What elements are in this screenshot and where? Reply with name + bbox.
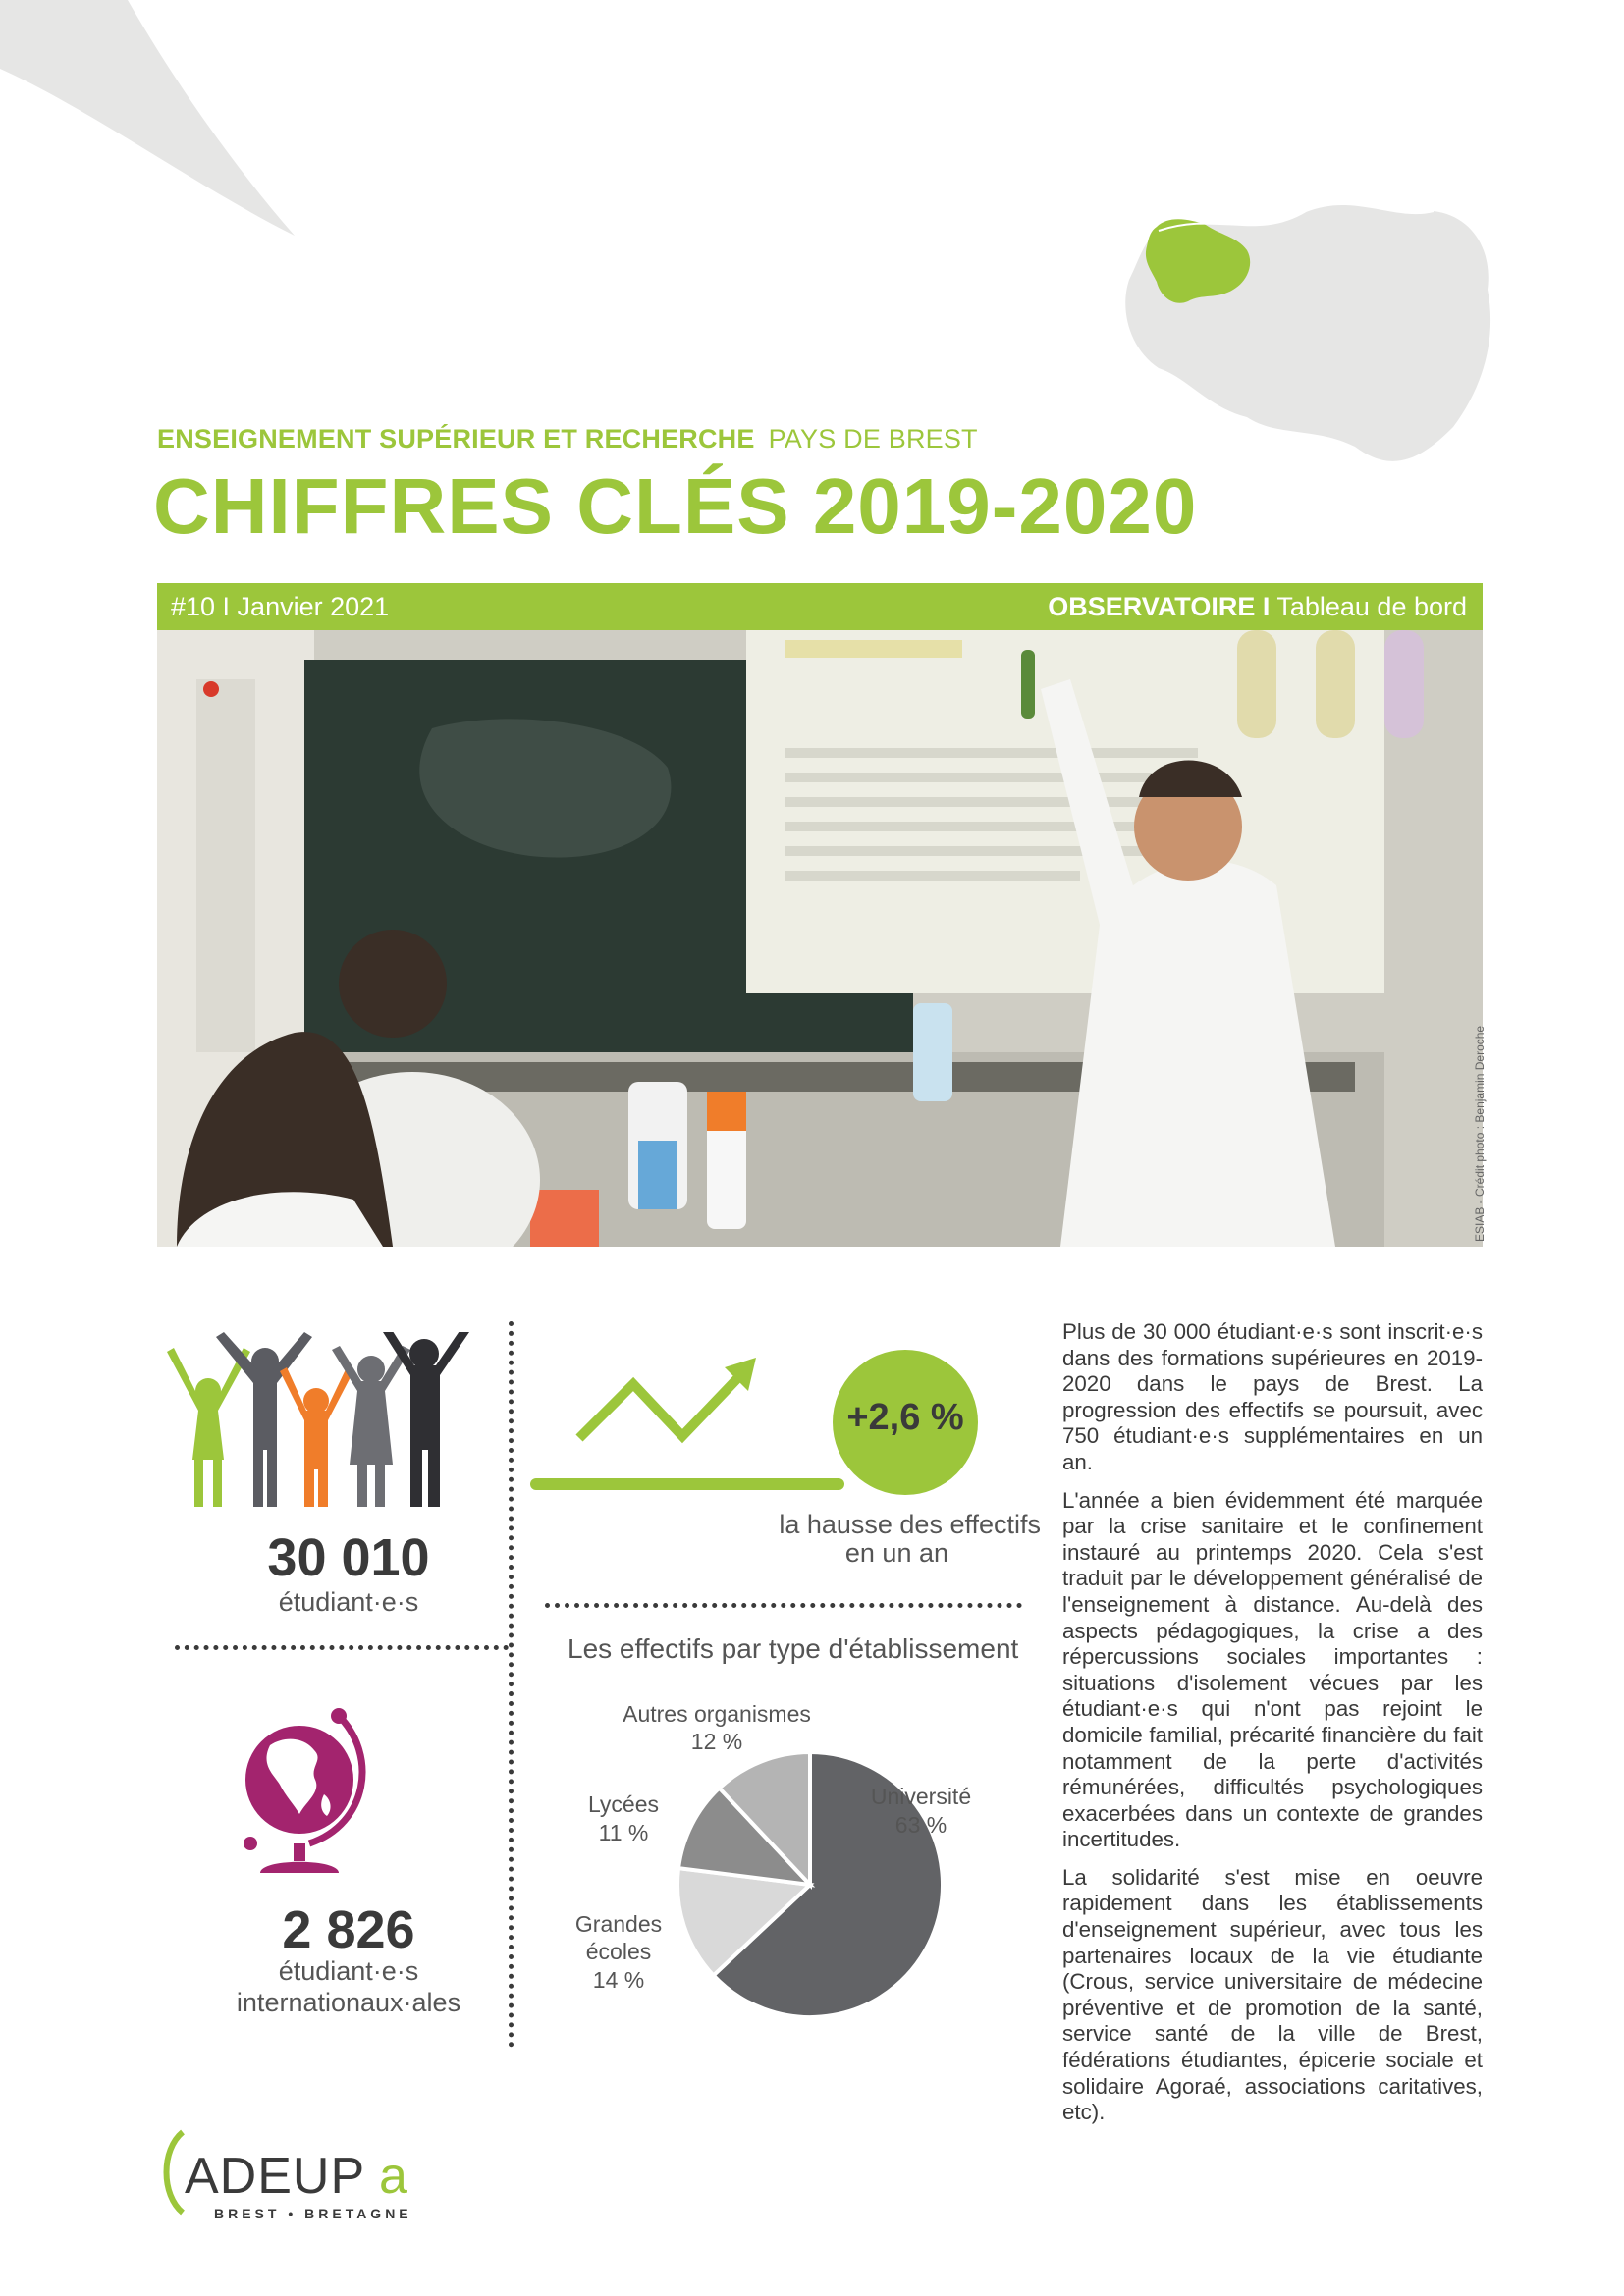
- series-name: Tableau de bord: [1276, 592, 1467, 621]
- lab-photo: [157, 630, 1483, 1247]
- growth-label-line1: la hausse des effectifs: [779, 1510, 1041, 1539]
- value-lycees: 11 %: [598, 1820, 649, 1845]
- students-count: 30 010: [267, 1528, 430, 1587]
- international-students-count: 2 826: [282, 1900, 415, 1959]
- people-group-icon: [157, 1332, 540, 1519]
- observatory-label: OBSERVATOIRE I: [1048, 592, 1271, 621]
- chart-title: Les effectifs par type d'établissement: [568, 1633, 1019, 1664]
- label-grandes-ecoles-1: Grandes: [574, 1911, 663, 1937]
- pie-chart: [550, 1688, 1060, 2032]
- international-label-line1: étudiant·e·s: [278, 1956, 419, 1986]
- international-label-line2: internationaux·ales: [236, 1988, 461, 2017]
- brittany-map-icon: [1100, 191, 1512, 486]
- value-autres: 12 %: [690, 1729, 743, 1754]
- body-paragraph-1: Plus de 30 000 étudiant·e·s sont inscrit·e·s dans des formations supérieures en 2019-2020 dans le pays de Brest. La progression des effectifs se poursuit, avec 750 étudiant·e·s supplémentaires en un an.: [1062, 1319, 1483, 1474]
- label-universite: Université: [870, 1784, 972, 1809]
- students-label: étudiant·e·s: [278, 1587, 419, 1617]
- series-label: [1048, 592, 1467, 622]
- kicker-text: ENSEIGNEMENT SUPÉRIEUR ET RECHERCHE: [157, 424, 755, 454]
- horizontal-divider-middle: [545, 1603, 1022, 1608]
- growth-label-line2: en un an: [844, 1538, 948, 1568]
- growth-value: +2,6 %: [846, 1397, 964, 1438]
- globe-icon: [231, 1706, 378, 1883]
- label-grandes-ecoles-2: écoles: [585, 1939, 652, 1964]
- label-lycees: Lycées: [587, 1791, 660, 1817]
- section-kicker: [157, 424, 978, 454]
- trend-arrow-icon: [569, 1350, 766, 1458]
- issue-label: #10 I Janvier 2021: [171, 592, 390, 621]
- adeupa-logo: [155, 2126, 450, 2234]
- body-paragraph-3: La solidarité s'est mise en oeuvre rapidement dans les établissements d'enseignement supérieur, avec tous les partenaires locaux de la vie étudiante (Crous, service universitaire de médecine préventive et de promotion de la santé, service santé de la ville de Brest, fédérations étudiantes, épicerie sociale et solidaire Agoraé, associations caritatives, etc).: [1062, 1864, 1483, 2125]
- region-label: PAYS DE BREST: [768, 424, 978, 454]
- header-band: [157, 583, 1483, 630]
- horizontal-divider-left: [175, 1645, 509, 1650]
- photo-credit: ESIAB - Crédit photo : Benjamin Deroche: [1473, 1025, 1487, 1242]
- body-text: [1062, 1319, 1483, 2138]
- svg-text:BREST • BRETAGNE: BREST • BRETAGNE: [214, 2206, 412, 2221]
- svg-text:ADEUP: ADEUP: [185, 2148, 366, 2205]
- growth-badge: [833, 1350, 978, 1495]
- svg-text:a: a: [379, 2148, 407, 2205]
- trend-baseline: [530, 1478, 844, 1490]
- value-grandes-ecoles: 14 %: [592, 1967, 645, 1993]
- decorative-swoosh: [0, 0, 314, 236]
- page-title: CHIFFRES CLÉS 2019-2020: [153, 462, 1198, 550]
- label-autres: Autres organismes: [623, 1701, 811, 1727]
- value-universite: 63 %: [894, 1812, 947, 1838]
- body-paragraph-2: L'année a bien évidemment été marquée par la crise sanitaire et le confinement instauré au printemps 2020. Cela s'est traduit par le développement généralisé de l'enseignement à distance. Au-delà des aspects pédagogiques, la crise a des répercussions sociales importantes : situations d'isolement vécues par les étudiant·e·s qui n'ont pas rejoint le domicile familial, précarité financière du fait notamment de la perte d'activités rémunérées, difficultés psychologiques exacerbées dans un contexte de grandes incertitudes.: [1062, 1487, 1483, 1852]
